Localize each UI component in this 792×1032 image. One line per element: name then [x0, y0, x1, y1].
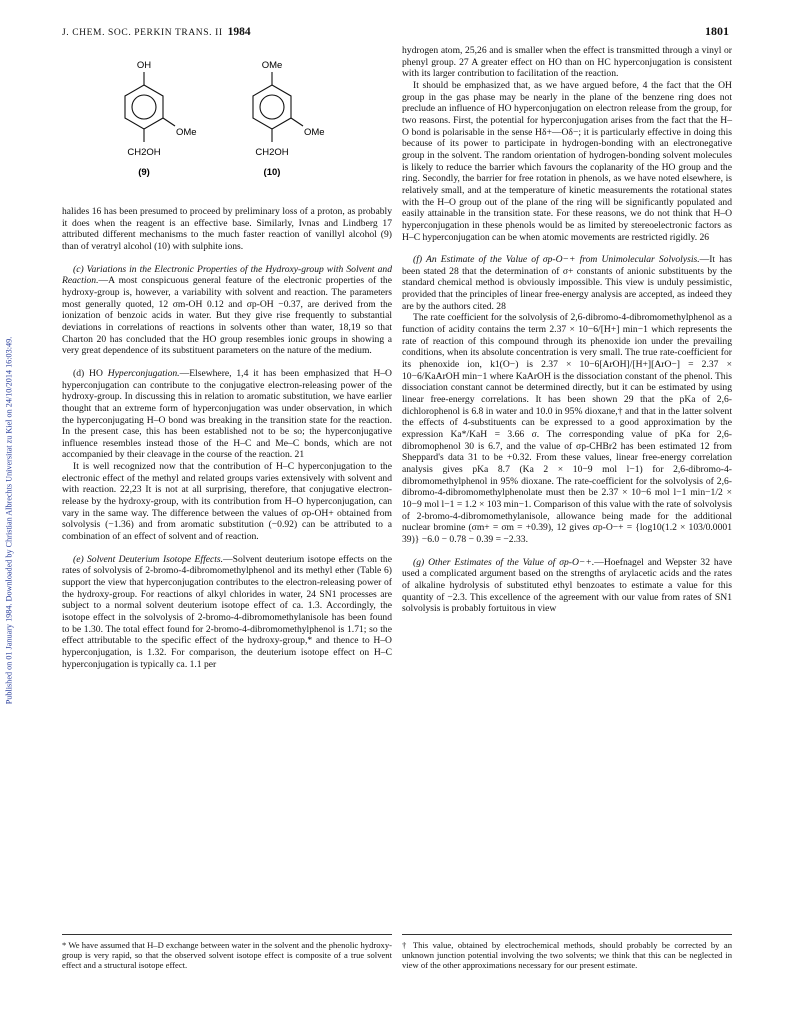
section-c-heading: (c) Variations in the Electronic Properties of the Hydroxy-group with Solvent and Reaction.	[62, 263, 392, 287]
left-intro-paragraph: halides 16 has been presumed to proceed by preliminary loss of a proton, as probably it does when the reagent is an effective base. Similarly, Ivnas and Lindberg 17 attributed different mechanisms to the much faster reaction of vanillyl alcohol (9) than of veratryl alcohol (10) with sulphite ions.	[62, 206, 392, 252]
section-d-paragraph	[62, 368, 392, 461]
section-e-heading: (e) Solvent Deuterium Isotope Effects.	[73, 553, 224, 565]
structure-9-meta-group: OMe	[176, 127, 197, 138]
section-e-paragraph	[62, 554, 392, 671]
section-g-paragraph	[402, 557, 732, 615]
structure-10	[253, 72, 303, 142]
footnote-left-text: * We have assumed that H–D exchange between water in the solvent and the phenolic hydroxy-group is very rapid, so that the observed solvent isotope effect is composite of a true solvent effect and a structural isotope effect.	[62, 940, 392, 971]
left-column	[62, 206, 392, 670]
structure-10-top-group: OMe	[261, 60, 283, 71]
download-watermark-text: Published on 01 January 1984. Downloaded by Christian Albrechts Universitat zu Kiel on 24/10/2014 16:03:49.	[4, 336, 14, 704]
structure-9-label: (9)	[138, 167, 150, 178]
section-d-text: —Elsewhere, 1,4 it has been emphasized that H–O hyperconjugation can contribute to the conjugative electron-releasing power of the hydroxy-group. In discussing this in relation to aromatic substitution, we have earlier thought that an extreme form of hyperconjugation was under observation, in which the hyperconjugating H–O bond was breaking in the transition state for the reaction. In the present case, this has been established not to be so; the hyperconjugative influence resembles instead those of the H–C and Me–C bonds, which are not accompanied by their cleavage in the course of the reaction. 21	[62, 367, 392, 461]
download-watermark	[0, 210, 18, 830]
section-f-heading: (f) An Estimate of the Value of σp-O−+ from Unimolecular Solvolysis.	[413, 254, 700, 266]
journal-year: 1984	[227, 26, 251, 38]
section-g-text: —Hoefnagel and Wepster 32 have used a complicated argument based on the strengths of arylacetic acids and the rates of alkaline hydrolysis of substituted ethyl benzoates to estimate a value for this quantity of −2.3. This excellence of the agreement with our value from rates of SN1 solvolysis is probably fortuitous in view	[402, 556, 733, 615]
section-e-text: —Solvent deuterium isotope effects on the rates of solvolysis of 2-bromo-4-dibromomethylphenol and its methyl ether (Table 6) support the view that hyperconjugation contributes to the electron-releasing power of the hydroxy-group. For reactions of alkyl chlorides in water, 24 SN1 processes are subject to a normal solvent deuterium isotope effect of ca. 1.3. Accordingly, the isotope effect in the solvolysis of 2-bromo-4-dibromomethylanisole has been found to be 1.30. The total effect found for 2-bromo-4-dibromomethylphenol is 1.71; so the effect attributable to the specific effect of the hydroxy-group,* and thence to H–O hyperconjugation, is 1.32. For comparison, the deuterium isotope effect on H–C hyperconjugation is typically ca. 1.1 per	[62, 553, 392, 670]
section-c-text: —A most conspicuous general feature of the electronic properties of the hydroxy-group is, however, a variability with solvent and reaction. The parameters most generally quoted, 12 σm-OH 0.12 and σp-OH −0.37, are derived from the ionization of benzoic acids in water. But they give rise frequently to substantial deviations in correlations of reactions in solvents other than water, 18,19 so that Charton 20 has concluded that the HO group resembles ionic groups in showing a very great dependence of its substituent parameters on the nature of the medium.	[62, 275, 392, 357]
section-d-heading: Hyperconjugation.	[107, 367, 180, 379]
section-f-text: —It has been stated 28 that the determination of σ+ constants of anionic substituents by the standard chemical method is obviously impossible. This view is unduly pessimistic, provided that the principles of linear free-energy analysis are accepted, as indeed they are by the authors cited. 28	[402, 254, 732, 312]
structure-drawing	[62, 48, 392, 198]
rate-coefficient-paragraph: The rate coefficient for the solvolysis of 2,6-dibromo-4-dibromomethylphenol as a function of acidity contains the term 2.37 × 10−6/[H+] min−1 which represents the rate of reaction of this compound through its phenoxide ion under the prevailing conditions, when its absolute concentration is very small. The true rate-coefficient for its phenoxide ion, k1(O−) is 2.37 × 10−6[ArOH]/[H+][ArO−] = 2.37 × 10−6/KaArOH min−1 where KaArOH is the dissociation constant of the phenol. This dissociation constant cannot be determined directly, but it can be estimated by using linear free-energy correlations. It has been shown 29 that the pKa of 2,6-dichlorophenol is 6.8 in water and 10.0 in 95% dioxane,† and that in the latter solvent the effects of 4-substituents can be expressed to a good approximation by the expression Ka*/KaH = 3.66 σ. The corresponding value of pKa for 2,6-dibromophenol 30 is 6.7, and the value of σp-CHBr2 has been estimated 12 from Sheppard's data 31 to be +0.32. From these values, linear free-energy correlation analysis gives pKa 8.7 (Ka 2 × 10−9 mol l−1) for 2,6-dibromo-4-dibromomethylphenol in 95% dioxane. The rate-coefficient for the solvolysis of 2,6-dibromo-4-dibromomethylphenolate must then be 2.37 × 10−6 mol l−1 min−1/2 × 10−9 mol l−1 = 1.2 × 103 min−1. Comparison of this value with the rate of solvolysis of 2-bromo-4-dibromomethylanisole, allowance being made for the additional nuclear bromine (σm+ = σm = +0.39), 12 gives σp-O−+ = {log10(1.2 × 103/0.0001 39)} −6.0 − 0.78 − 0.39 = −2.33.	[402, 312, 732, 545]
structure-9-bottom-group: CH2OH	[127, 147, 161, 158]
section-c-paragraph	[62, 264, 392, 357]
section-d-paragraph-2: It is well recognized now that the contribution of H–C hyperconjugation to the electronic effect of the methyl and related groups varies extensively with solvent and with reaction. 22,23 It is not at all surprising, therefore, that conjugative electron-release by the hydroxy-group, with its contribution from H–O hyperconjugation, can vary in the same way. The difference between the values of σp-OH+ obtained from solvolysis (−1.36) and from aromatic substitution (−0.92) can be attributed to a combination of an effect of solvent and of reaction.	[62, 461, 392, 543]
structure-9-top-group: OH	[136, 60, 152, 71]
footnote-divider-right	[402, 934, 732, 935]
structure-10-meta-group: OMe	[304, 127, 325, 138]
structure-10-label: (10)	[263, 167, 281, 178]
footnote-right-text: † This value, obtained by electrochemical methods, should probably be corrected by an unknown junction potential involving the two solvents; we think that this can be neglected in view of the other approximations necessary for our present estimate.	[402, 940, 732, 971]
right-continuation-paragraph: hydrogen atom, 25,26 and is smaller when the effect is transmitted through a vinyl or phenyl group. 27 A greater effect on HO than on HC hyperconjugation is consistent with its larger contribution to facilitation of the reaction.	[402, 45, 732, 80]
structure-10-bottom-group: CH2OH	[255, 147, 289, 158]
section-g-heading: (g) Other Estimates of the Value of σp-O−+.	[413, 556, 595, 568]
journal-name: J. CHEM. SOC. PERKIN TRANS. II	[62, 28, 223, 38]
section-d-heading-plain: (d) HO	[73, 367, 103, 379]
page-number: 1801	[705, 24, 729, 38]
right-column	[402, 45, 732, 615]
section-f-paragraph	[402, 254, 732, 312]
footnote-right	[402, 940, 732, 971]
chemical-structures	[62, 48, 392, 198]
footnote-left	[62, 940, 392, 971]
running-head	[62, 26, 251, 38]
emphasis-paragraph: It should be emphasized that, as we have argued before, 4 the fact that the OH group in the gas phase may be nearly in the plane of the benzene ring does not preclude an influence of HO hyperconjugation on electron release from the group, for two reasons. First, the potential for hyperconjugation arises from the fact that the H–O bond is polarisable in the sense Hδ+—Oδ−; it is particularly effective in doing this because of its power to participate in hydrogen-bonding with an electronegative group in the solvent. The random orientation of hydrogen-bonding solvent molecules is likely to reduce the barrier which favours the coplanarity of the HO group and the ring. Secondly, the barrier for free rotation in phenols, as we have noted elsewhere, is relatively small, and at the temperature of kinetic measurements the rotational states with the H–O group out of the plane of the ring will be significantly populated and easily attainable in the transition state. For these reasons, we do not think that H–O hyperconjugation in these phenols would be as limited by stereoelectronic factors as H–C hyperconjugation can be when atomic movements are restricted rigidly. 26	[402, 79, 732, 243]
footnote-divider-left	[62, 934, 392, 935]
structure-9	[125, 72, 175, 142]
